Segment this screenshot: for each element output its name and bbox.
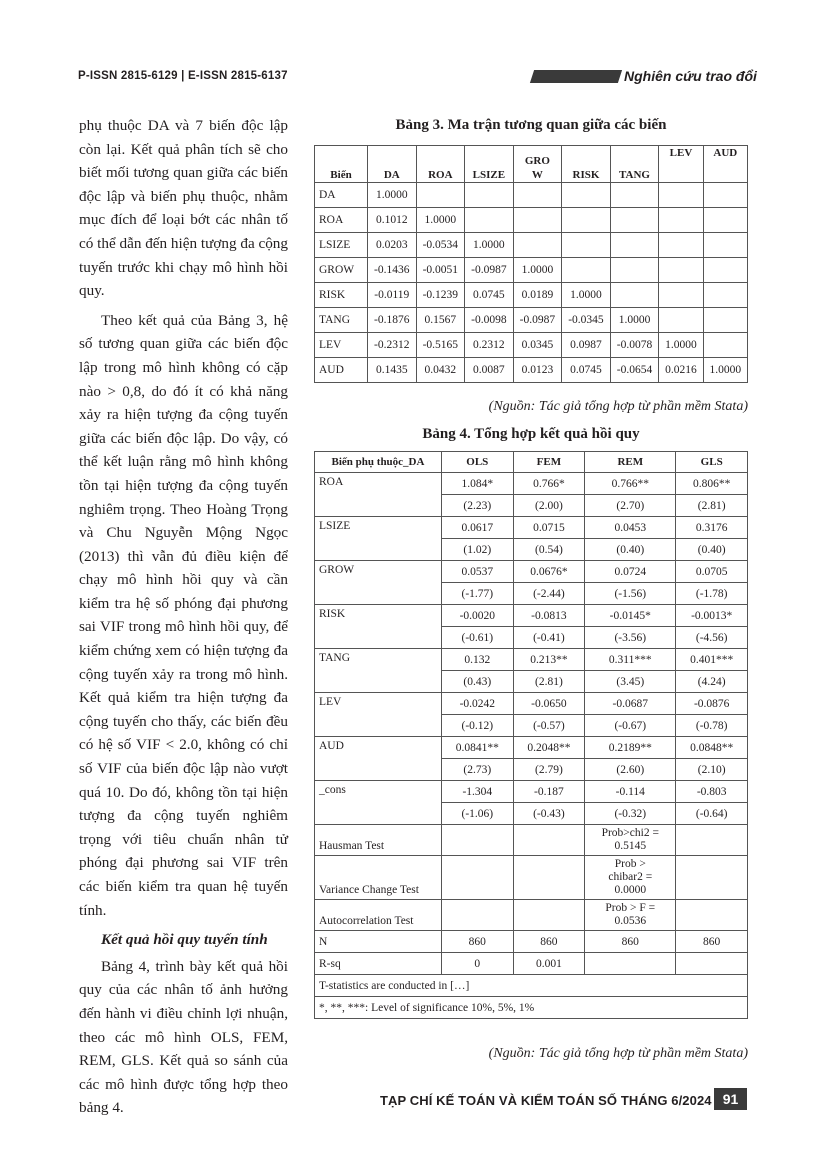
table3-cell: [465, 183, 514, 208]
table3-cell: [562, 183, 611, 208]
table4-coef-row: [315, 781, 748, 803]
table4-coef-cell: 0.132: [442, 649, 514, 671]
table4-tstat-cell: (3.45): [585, 671, 676, 693]
table3-cell: [703, 283, 747, 308]
table3-row: [315, 233, 748, 258]
paragraph-2: Theo kết quả của Bảng 3, hệ số tương quan giữa các biến độc lập trong mô hình không có cặp nào > 0,8, do đó ít có khả năng xảy ra hiện tượng đa cộng tuyến giữa các biến độc lập. Do vậy, có thể kết luận rằng mô hình không tồn tại hiện tượng đa cộng tuyến nghiêm trọng. Theo Hoàng Trọng và Chu Nguyễn Mộng Ngọc (2013) thì vẫn đủ điều kiện để chạy mô hình hồi quy và cần kiểm tra hệ số phóng đại phương sai VIF trong mô hình hồi quy, để kiểm chứng xem có hiện tượng đa cộng tuyến xảy ra trong mô hình. Kết quả kiểm tra hiện tượng đa cộng tuyến cho thấy, các biến đều có hệ số VIF < 2.0, không có chỉ số VIF của biến độc lập nào vượt quá 10. Do đó, không tồn tại hiện tượng đa cộng tuyến nghiêm trọng với tiêu chuẩn nhân tử phóng đại phương sai VIF trên các biến kiểm tra quan hệ tuyến tính.: [79, 311, 288, 919]
table3-cell: [465, 208, 514, 233]
table4-coef-cell: -0.0813: [513, 605, 585, 627]
table3-cell: 0.0123: [513, 358, 562, 383]
table4-header-cell: REM: [585, 452, 676, 473]
table4-coef-row: [315, 473, 748, 495]
table3-cell: GROW: [315, 258, 368, 283]
table4-note1: T-statistics are conducted in […]: [315, 975, 748, 997]
table4-coef-cell: 0.0617: [442, 517, 514, 539]
table3-cell: -0.1239: [416, 283, 465, 308]
table4-tstat-cell: (2.70): [585, 495, 676, 517]
table4-coef-cell: -1.304: [442, 781, 514, 803]
table4-var-name: LEV: [315, 693, 442, 737]
table4-cell: 860: [585, 931, 676, 953]
table3-row: [315, 308, 748, 333]
table4-coef-cell: 0.0676*: [513, 561, 585, 583]
table3-cell: 1.0000: [703, 358, 747, 383]
table4-empty-cell: [676, 825, 748, 856]
table3-source: (Nguồn: Tác giả tổng hợp từ phần mềm Stata): [488, 399, 748, 414]
table3-cell: [513, 233, 562, 258]
table3-cell: [513, 208, 562, 233]
table3-header-cell: ROA: [416, 146, 465, 183]
table4-coef-cell: 0.766*: [513, 473, 585, 495]
table3-cell: 1.0000: [610, 308, 659, 333]
table3-cell: [659, 233, 703, 258]
table4-cell: [676, 953, 748, 975]
table4-note2: *, **, ***: Level of significance 10%, 5%, 1%: [315, 997, 748, 1019]
table4-test-value: Prob > F = 0.0536: [585, 900, 676, 931]
table4-coef-cell: 0.0724: [585, 561, 676, 583]
table4-tstat-cell: (-3.56): [585, 627, 676, 649]
table4-cell: 860: [676, 931, 748, 953]
table4-var-name: GROW: [315, 561, 442, 605]
table4-coef-cell: 0.0705: [676, 561, 748, 583]
table3-cell: [703, 233, 747, 258]
table4-var-name: _cons: [315, 781, 442, 825]
table3-cell: 0.0745: [465, 283, 514, 308]
table3-cell: [659, 258, 703, 283]
section-title: Nghiên cứu trao đổi: [624, 68, 757, 84]
table3-header-cell: GRO W: [513, 146, 562, 183]
table3-cell: [659, 183, 703, 208]
table3-row: [315, 333, 748, 358]
table4-tstat-cell: (-0.61): [442, 627, 514, 649]
table4-tstat-cell: (-0.64): [676, 803, 748, 825]
table4-tstat-cell: (-0.41): [513, 627, 585, 649]
table4-coef-row: [315, 517, 748, 539]
table4-header-cell: FEM: [513, 452, 585, 473]
table3-header-cell: DA: [368, 146, 417, 183]
table3-cell: -0.0098: [465, 308, 514, 333]
table3-cell: RISK: [315, 283, 368, 308]
table4-coef-cell: 0.2189**: [585, 737, 676, 759]
table3-cell: [703, 208, 747, 233]
table3-cell: -0.0654: [610, 358, 659, 383]
table3-cell: 0.0189: [513, 283, 562, 308]
table4-tstat-cell: (-1.77): [442, 583, 514, 605]
table3-cell: 0.0432: [416, 358, 465, 383]
table3-cell: 0.0345: [513, 333, 562, 358]
correlation-table: [314, 145, 748, 383]
table4-note-row: [315, 997, 748, 1019]
table4-empty-cell: [442, 825, 514, 856]
table4-caption: Bảng 4. Tổng hợp kết quả hồi quy: [422, 426, 640, 442]
table4-tstat-cell: (-4.56): [676, 627, 748, 649]
table4-coef-cell: -0.0013*: [676, 605, 748, 627]
table4-coef-cell: -0.0020: [442, 605, 514, 627]
table4-tstat-cell: (2.81): [513, 671, 585, 693]
table4-empty-cell: [676, 900, 748, 931]
table4-empty-cell: [676, 856, 748, 900]
table3-cell: [513, 183, 562, 208]
paragraph-1: phụ thuộc DA và 7 biến độc lập còn lại. Kết quả phân tích sẽ cho biết mối tương quan giữa các biến độc lập và biến phụ thuộc, nhằm mục đích để loại bớt các nhân tố có thể dẫn đến hiện tượng đa cộng tuyến trước khi chạy mô hình hồi quy.: [79, 117, 288, 300]
table3-cell: [610, 233, 659, 258]
table4-var-name: TANG: [315, 649, 442, 693]
table4-cell: 860: [513, 931, 585, 953]
table4-coef-cell: 0.311***: [585, 649, 676, 671]
table4-coef-cell: 0.806**: [676, 473, 748, 495]
table4-coef-cell: -0.0687: [585, 693, 676, 715]
table3-header-cell: RISK: [562, 146, 611, 183]
table4-tstat-cell: (-1.78): [676, 583, 748, 605]
table4-coef-cell: -0.0242: [442, 693, 514, 715]
table3-cell: LSIZE: [315, 233, 368, 258]
table3-cell: 1.0000: [562, 283, 611, 308]
table4-var-name: RISK: [315, 605, 442, 649]
table4-test-name: Variance Change Test: [315, 856, 442, 900]
table4-cell: N: [315, 931, 442, 953]
table3-cell: -0.0987: [465, 258, 514, 283]
table4-empty-cell: [442, 856, 514, 900]
table3-cell: 0.1435: [368, 358, 417, 383]
table3-cell: 0.0216: [659, 358, 703, 383]
table4-cell: 0.001: [513, 953, 585, 975]
table4-tstat-cell: (2.23): [442, 495, 514, 517]
table4-tstat-cell: (2.79): [513, 759, 585, 781]
table3-row: [315, 283, 748, 308]
table4-tstat-cell: (2.00): [513, 495, 585, 517]
table4-coef-cell: 0.766**: [585, 473, 676, 495]
table3-cell: [703, 333, 747, 358]
table4-source: (Nguồn: Tác giả tổng hợp từ phần mềm Stata): [488, 1046, 748, 1061]
table4-cell: R-sq: [315, 953, 442, 975]
table3-cell: [416, 183, 465, 208]
table3-cell: 0.0987: [562, 333, 611, 358]
table3-cell: [610, 258, 659, 283]
table4-coef-cell: 0.0848**: [676, 737, 748, 759]
table3-cell: 0.0745: [562, 358, 611, 383]
table3-cell: [610, 283, 659, 308]
table4-tstat-cell: (-1.56): [585, 583, 676, 605]
table4-tstat-cell: (2.10): [676, 759, 748, 781]
table3-cell: -0.0119: [368, 283, 417, 308]
table3-row: [315, 358, 748, 383]
table3-cell: TANG: [315, 308, 368, 333]
table3-cell: 1.0000: [659, 333, 703, 358]
table3-cell: [610, 208, 659, 233]
table4-coef-cell: 0.0715: [513, 517, 585, 539]
table3-cell: -0.1436: [368, 258, 417, 283]
table3-row: [315, 258, 748, 283]
table4-coef-row: [315, 737, 748, 759]
table4-tstat-cell: (-0.32): [585, 803, 676, 825]
table4-header-cell: GLS: [676, 452, 748, 473]
table4-coef-cell: 0.0841**: [442, 737, 514, 759]
table3-cell: -0.0345: [562, 308, 611, 333]
table4-note-row: [315, 975, 748, 997]
table3-cell: [562, 258, 611, 283]
table3-header-cell: LSIZE: [465, 146, 514, 183]
table3-cell: 1.0000: [368, 183, 417, 208]
table4-empty-cell: [513, 825, 585, 856]
table4-coef-row: [315, 605, 748, 627]
table4-coef-row: [315, 561, 748, 583]
table3-header-cell: Biến: [315, 146, 368, 183]
table4-cell: [585, 953, 676, 975]
table3-cell: [703, 308, 747, 333]
table4-header-cell: Biến phụ thuộc_DA: [315, 452, 442, 473]
table3-header-cell: AUD: [703, 146, 747, 183]
table3-cell: 0.1567: [416, 308, 465, 333]
table3-cell: 0.2312: [465, 333, 514, 358]
table4-coef-cell: 1.084*: [442, 473, 514, 495]
table3-cell: 1.0000: [416, 208, 465, 233]
table3-cell: -0.5165: [416, 333, 465, 358]
table3-cell: [703, 183, 747, 208]
table3-row: [315, 208, 748, 233]
section-heading: Kết quả hồi quy tuyến tính: [101, 931, 268, 949]
journal-footer: TẠP CHÍ KẾ TOÁN VÀ KIỂM TOÁN SỐ THÁNG 6/2024: [380, 1093, 712, 1108]
table3-cell: 1.0000: [513, 258, 562, 283]
table4-tstat-cell: (2.81): [676, 495, 748, 517]
table3-cell: 0.1012: [368, 208, 417, 233]
table3-cell: [659, 308, 703, 333]
table4-tstat-cell: (-1.06): [442, 803, 514, 825]
table3-cell: [659, 208, 703, 233]
table3-caption: Bảng 3. Ma trận tương quan giữa các biến: [395, 117, 667, 133]
left-column: [79, 114, 288, 1126]
table3-cell: [659, 283, 703, 308]
table3-cell: 1.0000: [465, 233, 514, 258]
table3-cell: -0.0051: [416, 258, 465, 283]
table3-header-cell: LEV: [659, 146, 703, 183]
table3-cell: ROA: [315, 208, 368, 233]
page-number: 91: [714, 1088, 747, 1110]
table4-coef-row: [315, 693, 748, 715]
table4-empty-cell: [442, 900, 514, 931]
table4-cell: 860: [442, 931, 514, 953]
table4-coef-cell: -0.0876: [676, 693, 748, 715]
table3-cell: 0.0203: [368, 233, 417, 258]
table4-coef-cell: 0.213**: [513, 649, 585, 671]
table3-cell: LEV: [315, 333, 368, 358]
table4-tstat-cell: (2.73): [442, 759, 514, 781]
table3-cell: 0.0087: [465, 358, 514, 383]
table3-cell: AUD: [315, 358, 368, 383]
regression-table: [314, 451, 748, 1019]
table4-tstat-cell: (-0.57): [513, 715, 585, 737]
table4-var-name: LSIZE: [315, 517, 442, 561]
table4-tstat-cell: (-0.12): [442, 715, 514, 737]
table4-test-row: [315, 900, 748, 931]
table4-rsq-row: [315, 953, 748, 975]
table3-row: [315, 183, 748, 208]
table4-test-name: Hausman Test: [315, 825, 442, 856]
table3-cell: [610, 183, 659, 208]
table4-coef-cell: -0.803: [676, 781, 748, 803]
issn-header: P-ISSN 2815-6129 | E-ISSN 2815-6137: [78, 70, 288, 82]
table4-test-value: Prob>chi2 = 0.5145: [585, 825, 676, 856]
table4-coef-cell: 0.3176: [676, 517, 748, 539]
table4-test-value: Prob > chibar2 = 0.0000: [585, 856, 676, 900]
table4-tstat-cell: (0.54): [513, 539, 585, 561]
table4-tstat-cell: (1.02): [442, 539, 514, 561]
table4-tstat-cell: (0.43): [442, 671, 514, 693]
paragraph-3: Bảng 4, trình bày kết quả hồi quy của các nhân tố ảnh hưởng đến hành vi điều chỉnh lợi nhuận, theo các mô hình OLS, FEM, REM, GLS. Kết quả so sánh của các mô hình được tổng hợp theo bảng 4.: [79, 957, 288, 1117]
table4-coef-row: [315, 649, 748, 671]
header-bar: [530, 70, 622, 83]
table4-tstat-cell: (0.40): [676, 539, 748, 561]
table4-coef-cell: -0.0650: [513, 693, 585, 715]
table4-tstat-cell: (0.40): [585, 539, 676, 561]
table4-tstat-cell: (-0.78): [676, 715, 748, 737]
table4-header-cell: OLS: [442, 452, 514, 473]
table3-cell: -0.0078: [610, 333, 659, 358]
table3-cell: -0.2312: [368, 333, 417, 358]
table4-var-name: AUD: [315, 737, 442, 781]
table3-cell: [562, 208, 611, 233]
table4-tstat-cell: (-2.44): [513, 583, 585, 605]
table4-empty-cell: [513, 856, 585, 900]
table4-test-name: Autocorrelation Test: [315, 900, 442, 931]
table4-test-row: [315, 825, 748, 856]
table4-coef-cell: -0.0145*: [585, 605, 676, 627]
table4-tstat-cell: (4.24): [676, 671, 748, 693]
table4-tstat-cell: (-0.43): [513, 803, 585, 825]
table3-cell: [562, 233, 611, 258]
table4-coef-cell: 0.0453: [585, 517, 676, 539]
table3-cell: -0.0987: [513, 308, 562, 333]
table4-n-row: [315, 931, 748, 953]
table4-empty-cell: [513, 900, 585, 931]
table4-coef-cell: 0.2048**: [513, 737, 585, 759]
table4-var-name: ROA: [315, 473, 442, 517]
table4-coef-cell: -0.187: [513, 781, 585, 803]
table4-coef-cell: -0.114: [585, 781, 676, 803]
table3-cell: [703, 258, 747, 283]
table4-test-row: [315, 856, 748, 900]
table4-coef-cell: 0.401***: [676, 649, 748, 671]
table3-cell: DA: [315, 183, 368, 208]
table3-cell: -0.0534: [416, 233, 465, 258]
table3-cell: -0.1876: [368, 308, 417, 333]
table4-tstat-cell: (-0.67): [585, 715, 676, 737]
table4-cell: 0: [442, 953, 514, 975]
table4-tstat-cell: (2.60): [585, 759, 676, 781]
table3-header-cell: TANG: [610, 146, 659, 183]
table4-coef-cell: 0.0537: [442, 561, 514, 583]
